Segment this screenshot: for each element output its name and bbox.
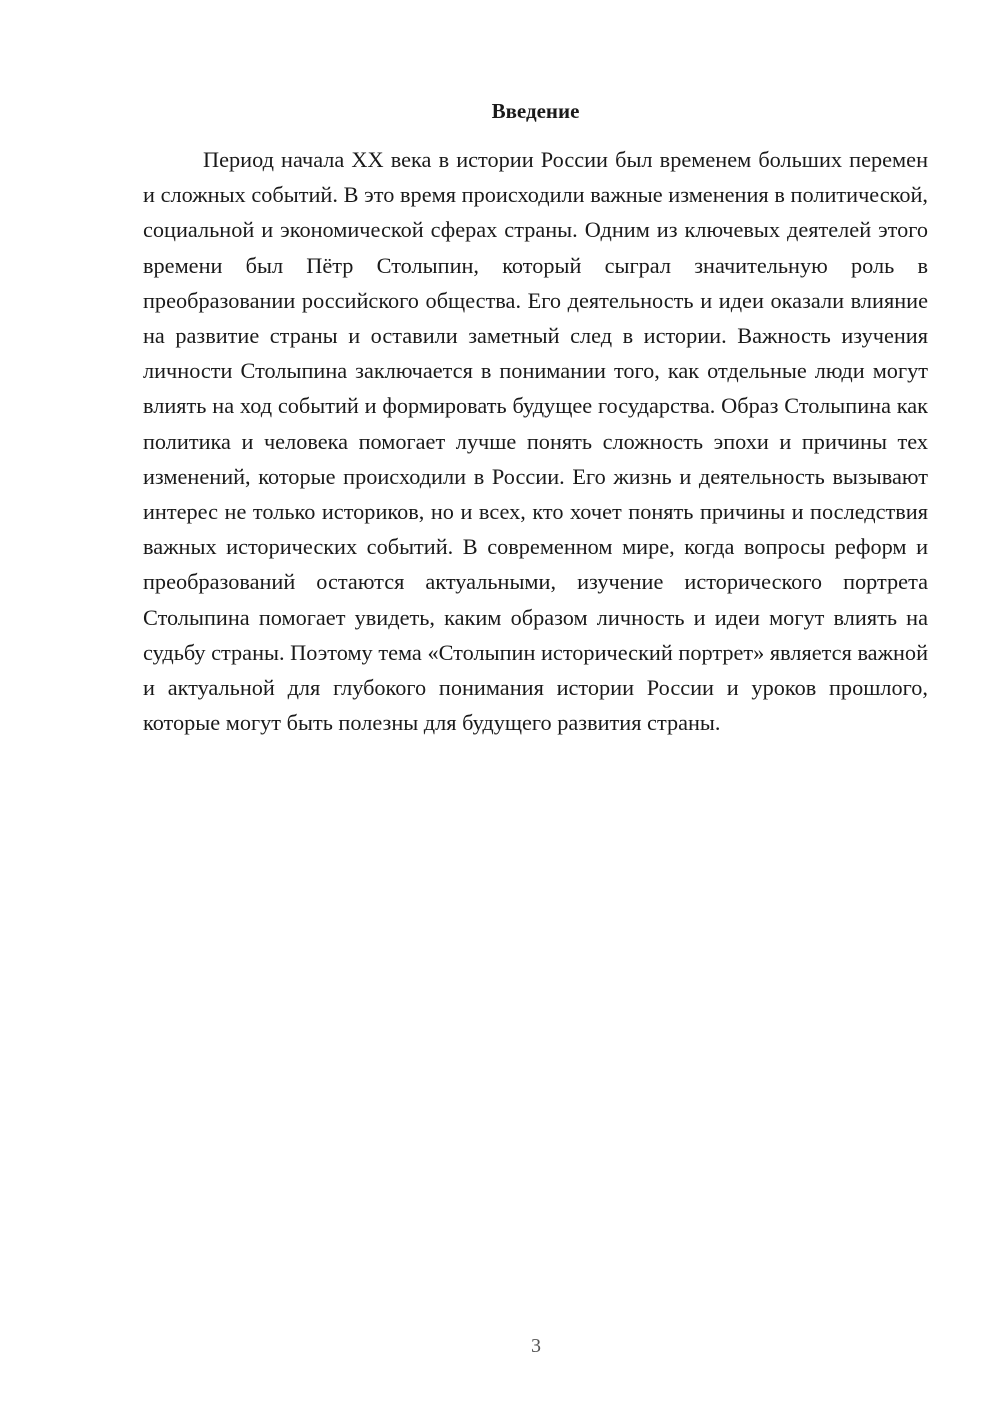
page-number: 3 bbox=[531, 1335, 541, 1357]
section-heading: Введение bbox=[491, 99, 580, 123]
introduction-paragraph: Период начала XX века в истории России был временем больших перемен и сложных событий. В это время происходили важные изменения в политической, социальной и экономической сферах страны. Одним из ключевых деятелей этого времени был Пётр Столыпин, который сыграл значительную роль в преобразовании российского общества. Его деятельность и идеи оказали влияние на развитие страны и оставили заметный след в истории. Важность изучения личности Столыпина заключается в понимании того, как отдельные люди могут влиять на ход событий и формировать будущее государства. Образ Столыпина как политика и человека помогает лучше понять сложность эпохи и причины тех изменений, которые происходили в России. Его жизнь и деятельность вызывают интерес не только историков, но и всех, кто хочет понять причины и последствия важных исторических событий. В современном мире, когда вопросы реформ и преобразований остаются актуальными, изучение исторического портрета Столыпина помогает увидеть, каким образом личность и идеи могут влиять на судьбу страны. Поэтому тема «Столыпин исторический портрет» является важной и актуальной для глубокого понимания истории России и уроков прошлого, которые могут быть полезны для будущего развития страны. bbox=[143, 147, 928, 736]
